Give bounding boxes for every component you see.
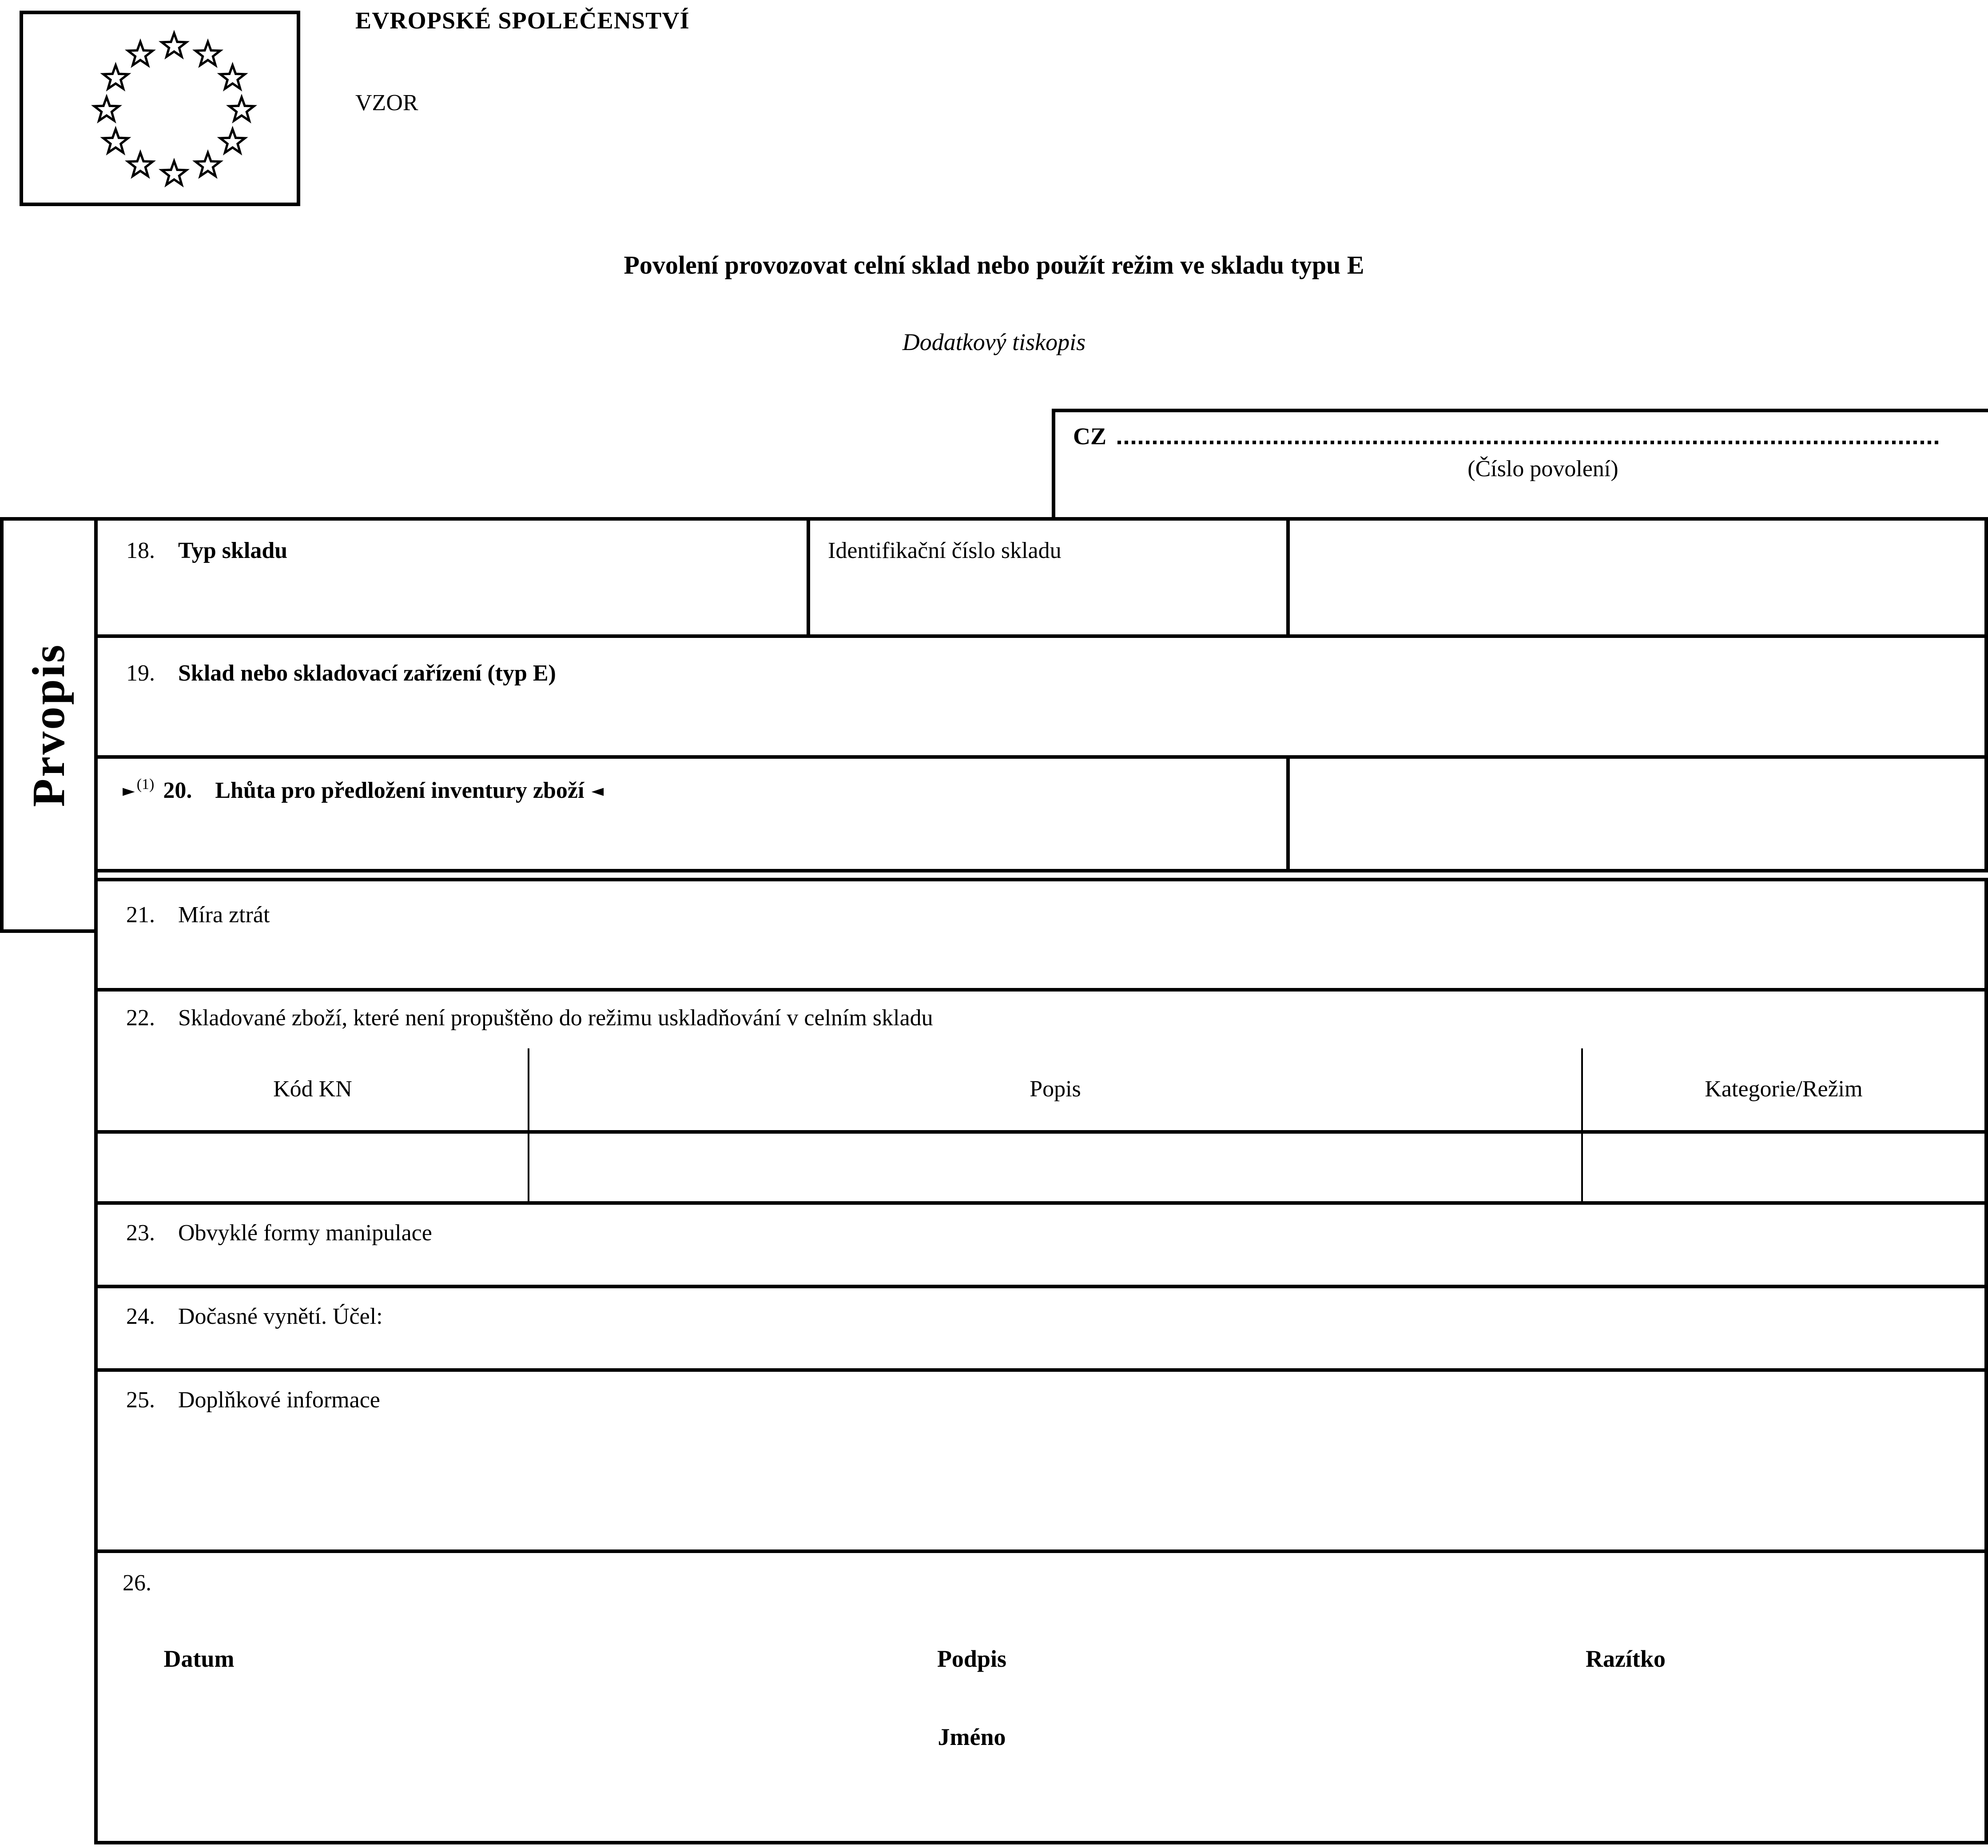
column-kn-code: Kód KN	[273, 1075, 352, 1102]
signature-label: Podpis	[937, 1645, 1007, 1672]
copy-type-sidebar	[0, 517, 98, 933]
field-22-number: 22.	[126, 1004, 155, 1031]
field-21-label: Míra ztrát	[178, 901, 270, 928]
column-description: Popis	[528, 1048, 1581, 1130]
form-subtitle: Dodatkový tiskopis	[902, 329, 1086, 355]
field-22-label-line	[98, 992, 1984, 1048]
field-20-row	[94, 755, 1988, 872]
field-23-label-line	[98, 1205, 1984, 1247]
field-24-row	[94, 1285, 1988, 1372]
kn-code-cell	[98, 1134, 528, 1201]
field-19-label-line	[98, 638, 1984, 688]
field-23-row	[94, 1201, 1988, 1288]
authorization-number-box	[1052, 409, 1988, 521]
stamp-label: Razítko	[1586, 1645, 1666, 1672]
pointer-left-icon: ◄	[591, 784, 604, 801]
field-26-number: 26.	[123, 1569, 151, 1596]
eu-stars-icon	[23, 14, 297, 203]
field-24-label-line	[98, 1288, 1984, 1331]
field-19-label: Sklad nebo skladovací zařízení (typ E)	[178, 659, 556, 686]
goods-table-empty-row	[98, 1134, 1984, 1201]
goods-table	[98, 1048, 1984, 1201]
community-heading: EVROPSKÉ SPOLEČENSTVÍ	[355, 7, 690, 34]
dotted-fill-line	[1117, 439, 1938, 444]
field-25-label-line	[98, 1372, 1984, 1414]
field-26-row	[94, 1549, 1988, 1844]
field-20-label-cell	[98, 759, 1286, 869]
authorization-number-caption: (Číslo povolení)	[1467, 455, 1618, 482]
field-21-number: 21.	[126, 901, 155, 928]
field-22-label: Skladované zboží, které není propuštěno do režimu uskladňování v celním skladu	[178, 1004, 933, 1031]
field-22-row	[94, 988, 1988, 1205]
field-24-number: 24.	[126, 1302, 155, 1329]
field-25-number: 25.	[126, 1386, 155, 1413]
field-21-label-line	[98, 881, 1984, 929]
field-20-number: 20.	[163, 777, 192, 803]
field-24-label: Dočasné vynětí. Účel:	[178, 1302, 383, 1329]
field-18-warehouse-id-label: Identifikační číslo skladu	[828, 537, 1062, 563]
name-label: Jméno	[938, 1724, 1006, 1750]
field-21-row	[94, 878, 1988, 992]
goods-table-header	[98, 1048, 1984, 1134]
pointer-right-icon: ►	[123, 784, 135, 801]
field-25-label: Doplňkové informace	[178, 1386, 380, 1413]
field-19-row	[94, 634, 1988, 759]
category-regime-cell	[1581, 1134, 1984, 1201]
field-20-entry-area	[1286, 759, 1984, 869]
column-category-regime: Kategorie/Režim	[1581, 1048, 1984, 1130]
field-18-row	[94, 517, 1988, 638]
field-23-label: Obvyklé formy manipulace	[178, 1219, 432, 1246]
eu-flag-box	[20, 11, 300, 206]
field-18-warehouse-id-cell	[807, 521, 1286, 634]
field-25-row	[94, 1368, 1988, 1553]
field-18-number: 18.	[126, 537, 155, 563]
field-20-label: Lhůta pro předložení inventury zboží	[215, 777, 584, 803]
copy-type-label: Prvopis	[22, 643, 74, 807]
field-18-label: Typ skladu	[178, 537, 288, 563]
field-18-warehouse-type-cell	[98, 521, 807, 634]
form-title: Povolení provozovat celní sklad nebo použít režim ve skladu typu E	[624, 252, 1364, 281]
model-label: VZOR	[355, 89, 418, 116]
description-cell	[528, 1134, 1581, 1201]
field-19-number: 19.	[126, 659, 155, 686]
date-label: Datum	[163, 1645, 235, 1672]
field-20-footnote-ref: (1)	[136, 775, 155, 793]
field-23-number: 23.	[126, 1219, 155, 1246]
authorization-number-line	[1073, 425, 1970, 450]
field-18-entry-area	[1286, 521, 1984, 634]
country-code: CZ	[1073, 423, 1107, 450]
field-26-number-line	[98, 1553, 1984, 1597]
